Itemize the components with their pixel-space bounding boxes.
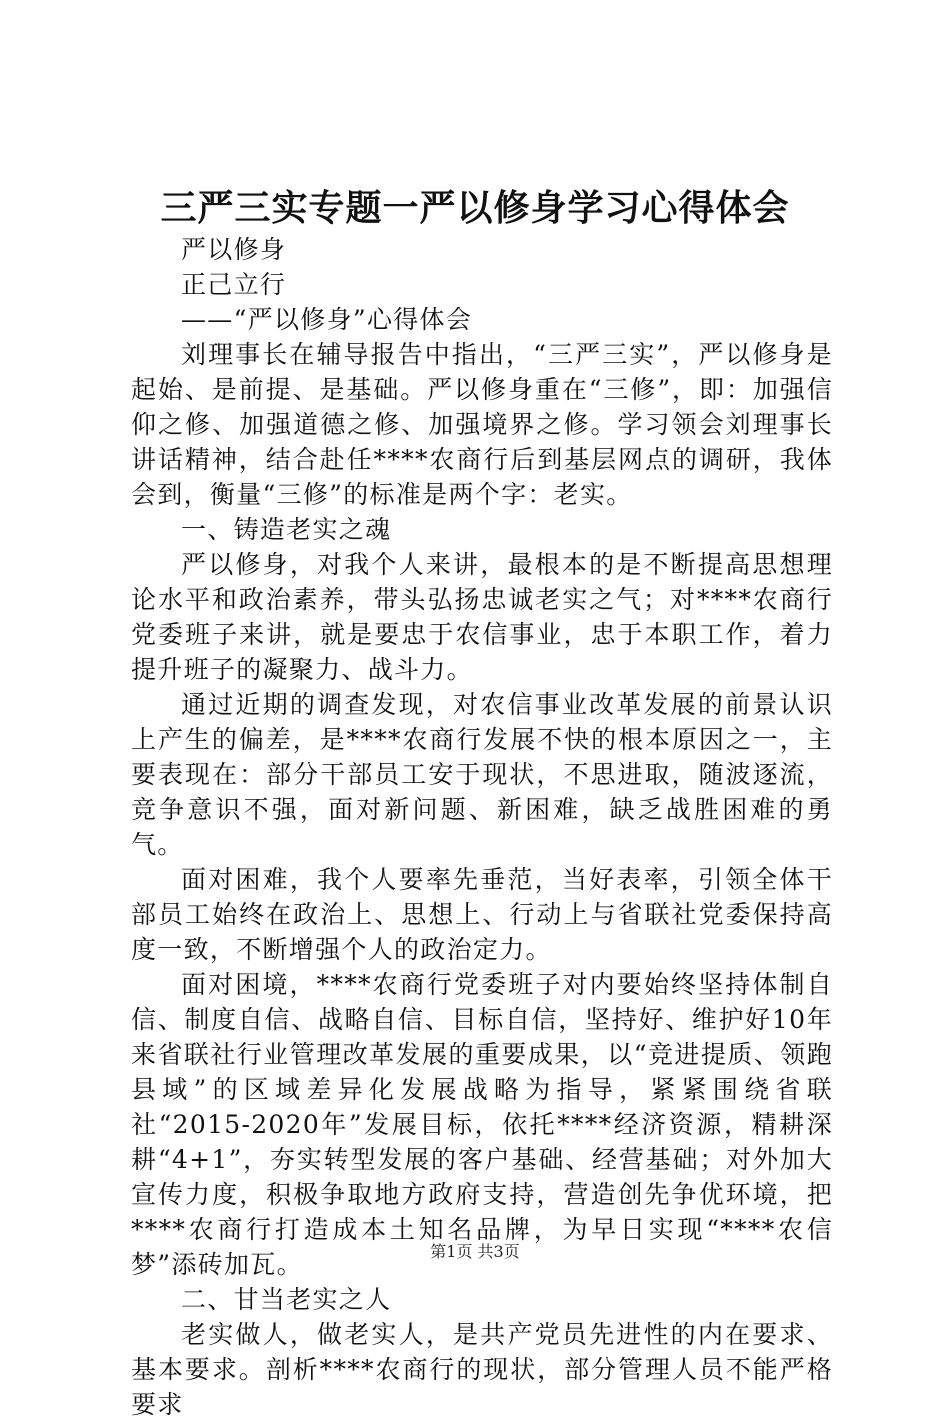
page-number-footer: 第1页 共3页	[430, 1242, 520, 1261]
section-heading-1: 一、铸造老实之魂	[181, 515, 392, 544]
paragraph-subtitle-2: 正己立行	[181, 270, 287, 299]
paragraph-subtitle-1: 严以修身	[181, 235, 287, 264]
paragraph-section2-1: 老实做人，做老实人，是共产党员先进性的内在要求、基本要求。剖析****农商行的现状，部分管理人员不能严格要求	[131, 1320, 833, 1419]
document-title: 三严三实专题一严以修身学习心得体会	[160, 187, 790, 229]
paragraph-section1-1: 严以修身，对我个人来讲，最根本的是不断提高思想理论水平和政治素养，带头弘扬忠诚老实之气；对****农商行党委班子来讲，就是要忠于农信事业，忠于本职工作，着力提升班子的凝聚力、战斗力。	[131, 550, 833, 684]
paragraph-section1-3: 面对困难，我个人要率先垂范，当好表率，引领全体干部员工始终在政治上、思想上、行动上与省联社党委保持高度一致，不断增强个人的政治定力。	[131, 865, 833, 964]
paragraph-intro: 刘理事长在辅导报告中指出，“三严三实”，严以修身是起始、是前提、是基础。严以修身重在“三修”，即：加强信仰之修、加强道德之修、加强境界之修。学习领会刘理事长讲话精神，结合赴任****农商行后到基层网点的调研，我体会到，衡量“三修”的标准是两个字：老实。	[131, 340, 833, 509]
section-heading-2: 二、甘当老实之人	[181, 1285, 392, 1314]
paragraph-section1-4: 面对困境，****农商行党委班子对内要始终坚持体制自信、制度自信、战略自信、目标自信，坚持好、维护好10年来省联社行业管理改革发展的重要成果，以“竞进提质、领跑县域”的区域差异化发展战略为指导，紧紧围绕省联社“2015-2020年”发展目标，依托****经济资源，精耕深耕“4+1”，夯实转型发展的客户基础、经营基础；对外加大宣传力度，积极争取地方政府支持，营造创先争优环境，把****农商行打造成本土知名品牌，为早日实现“****农信梦”添砖加瓦。	[131, 970, 833, 1279]
paragraph-section1-2: 通过近期的调查发现，对农信事业改革发展的前景认识上产生的偏差，是****农商行发展不快的根本原因之一，主要表现在：部分干部员工安于现状，不思进取，随波逐流，竞争意识不强，面对新问题、新困难，缺乏战胜困难的勇气。	[131, 690, 833, 859]
paragraph-subtitle-3: ——“严以修身”心得体会	[181, 305, 473, 334]
